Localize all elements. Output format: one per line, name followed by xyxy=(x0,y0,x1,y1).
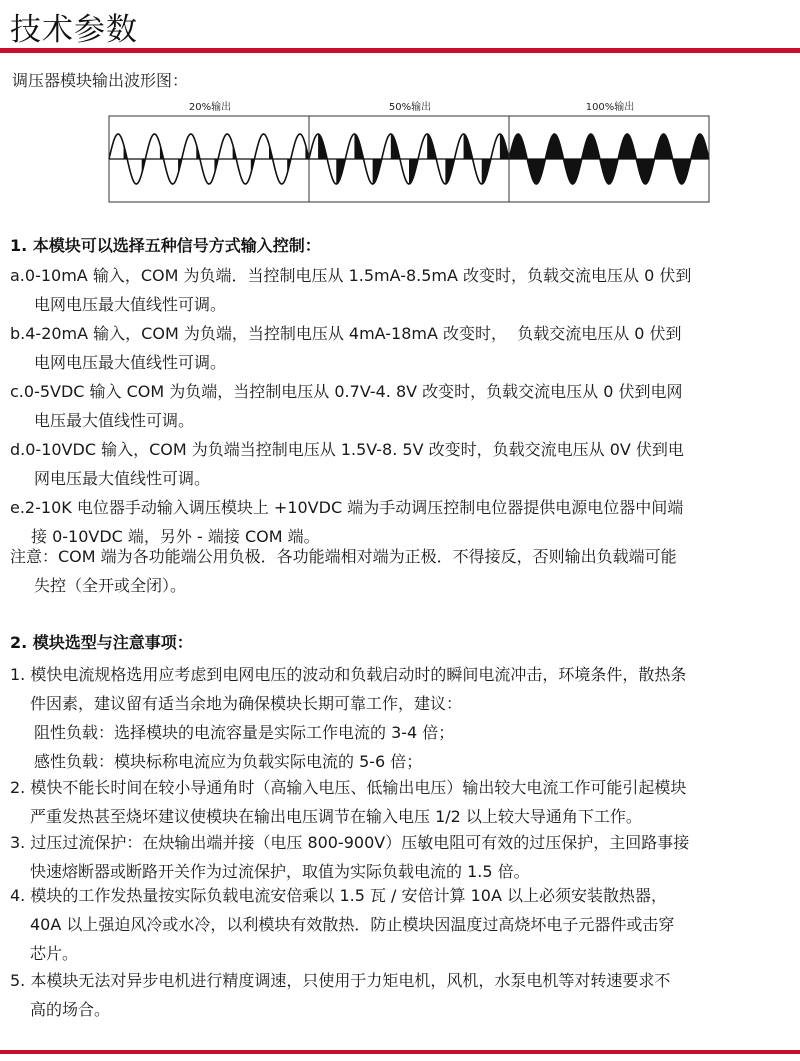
inductive-load-rule: 感性负载：模块标称电流应为负载实际电流的 5-6 倍； xyxy=(34,752,423,771)
input-mode-c-line-1: c.0-5VDC 输入 COM 为负端，当控制电压从 0.7V-4. 8V 改变时，负载交流电压从 0 伏到电网 xyxy=(10,382,683,401)
input-mode-d xyxy=(10,435,786,493)
input-mode-c-line-2: 电压最大值线性可调。 xyxy=(34,411,195,430)
polarity-note xyxy=(10,542,786,600)
selection-note-2-line-1: 2. 模快不能长时间在较小导通角时（高输入电压、低输出电压）输出较大电流工作可能引起模块 xyxy=(10,778,687,797)
selection-note-4-line-3: 芯片。 xyxy=(30,944,79,963)
waveform-caption-20: 20%输出 xyxy=(188,102,232,113)
input-mode-a xyxy=(10,261,786,319)
selection-note-1 xyxy=(10,660,786,776)
selection-note-3-line-1: 3. 过压过流保护：在炔输出端并接（电压 800-900V）压敏电阻可有效的过压保护，主回路事接 xyxy=(10,833,690,852)
selection-note-2 xyxy=(10,773,786,831)
selection-note-5 xyxy=(10,966,786,1024)
input-mode-e-line-2: 接 0-10VDC 端，另外 - 端接 COM 端。 xyxy=(31,527,320,546)
input-mode-d-line-1: d.0-10VDC 输入，COM 为负端当控制电压从 1.5V-8. 5V 改变时，负载交流电压从 0V 伏到电 xyxy=(10,440,684,459)
resistive-load-rule: 阻性负载：选择模块的电流容量是实际工作电流的 3-4 倍； xyxy=(34,723,455,742)
selection-note-1-line-1: 1. 模快电流规格选用应考虑到电网电压的波动和负载启动时的瞬间电流冲击，环境条件，散热条 xyxy=(10,665,687,684)
input-mode-d-line-2: 网电压最大值线性可调。 xyxy=(34,469,211,488)
selection-note-2-line-2: 严重发热甚至烧坏建议使模块在输出电压调节在输入电压 1/2 以上较大导通角下工作。 xyxy=(30,807,642,826)
section2-heading: 2. 模块选型与注意事项： xyxy=(10,633,193,652)
input-mode-a-line-1: a.0-10mA 输入，COM 为负端．当控制电压从 1.5mA-8.5mA 改变时，负载交流电压从 0 伏到 xyxy=(10,266,692,285)
page-title: 技术参数 xyxy=(10,12,138,48)
input-mode-b-line-2: 电网电压最大值线性可调。 xyxy=(34,353,227,372)
waveform-caption-50: 50%输出 xyxy=(388,102,432,113)
selection-note-3 xyxy=(10,828,786,886)
selection-note-4-line-1: 4. 模块的工作发热量按实际负载电流安倍乘以 1.5 瓦 / 安倍计算 10A 以上必须安装散热器， xyxy=(10,886,668,905)
selection-note-1-line-2: 件因素，建议留有适当余地为确保模块长期可靠工作，建议： xyxy=(30,694,463,713)
bottom-divider xyxy=(0,1050,800,1054)
input-mode-c xyxy=(10,377,786,435)
waveform-diagram xyxy=(108,115,710,203)
input-mode-b-line-1: b.4-20mA 输入，COM 为负端，当控制电压从 4mA-18mA 改变时， 负载交流电压从 0 伏到 xyxy=(10,324,682,343)
input-mode-b xyxy=(10,319,786,377)
waveform-label: 调压器模块输出波形图： xyxy=(12,71,189,90)
selection-note-4 xyxy=(10,881,786,968)
title-divider xyxy=(0,48,800,53)
input-mode-a-line-2: 电网电压最大值线性可调。 xyxy=(34,295,227,314)
selection-note-3-line-2: 快速熔断器或断路开关作为过流保护，取值为实际负载电流的 1.5 倍。 xyxy=(30,862,530,881)
polarity-note-line-1: 注意：COM 端为各功能端公用负极．各功能端相对端为正极．不得接反，否则输出负载端可能 xyxy=(10,547,677,566)
selection-note-5-line-1: 5. 本模块无法对异步电机进行精度调速，只使用于力矩电机，风机，水泵电机等对转速要求不 xyxy=(10,971,671,990)
waveform-caption-100: 100%输出 xyxy=(585,102,635,113)
selection-note-5-line-2: 高的场合。 xyxy=(30,1000,111,1019)
input-mode-e-line-1: e.2-10K 电位器手动输入调压模块上 +10VDC 端为手动调压控制电位器提供电源电位器中间端 xyxy=(10,498,684,517)
polarity-note-line-2: 失控（全开或全闭）。 xyxy=(34,576,187,595)
selection-note-4-line-2: 40A 以上强迫风冷或水冷，以利模块有效散热．防止模块因温度过高烧坏电子元器件或击穿 xyxy=(30,915,675,934)
section1-heading: 1. 本模块可以选择五种信号方式输入控制： xyxy=(10,236,321,255)
